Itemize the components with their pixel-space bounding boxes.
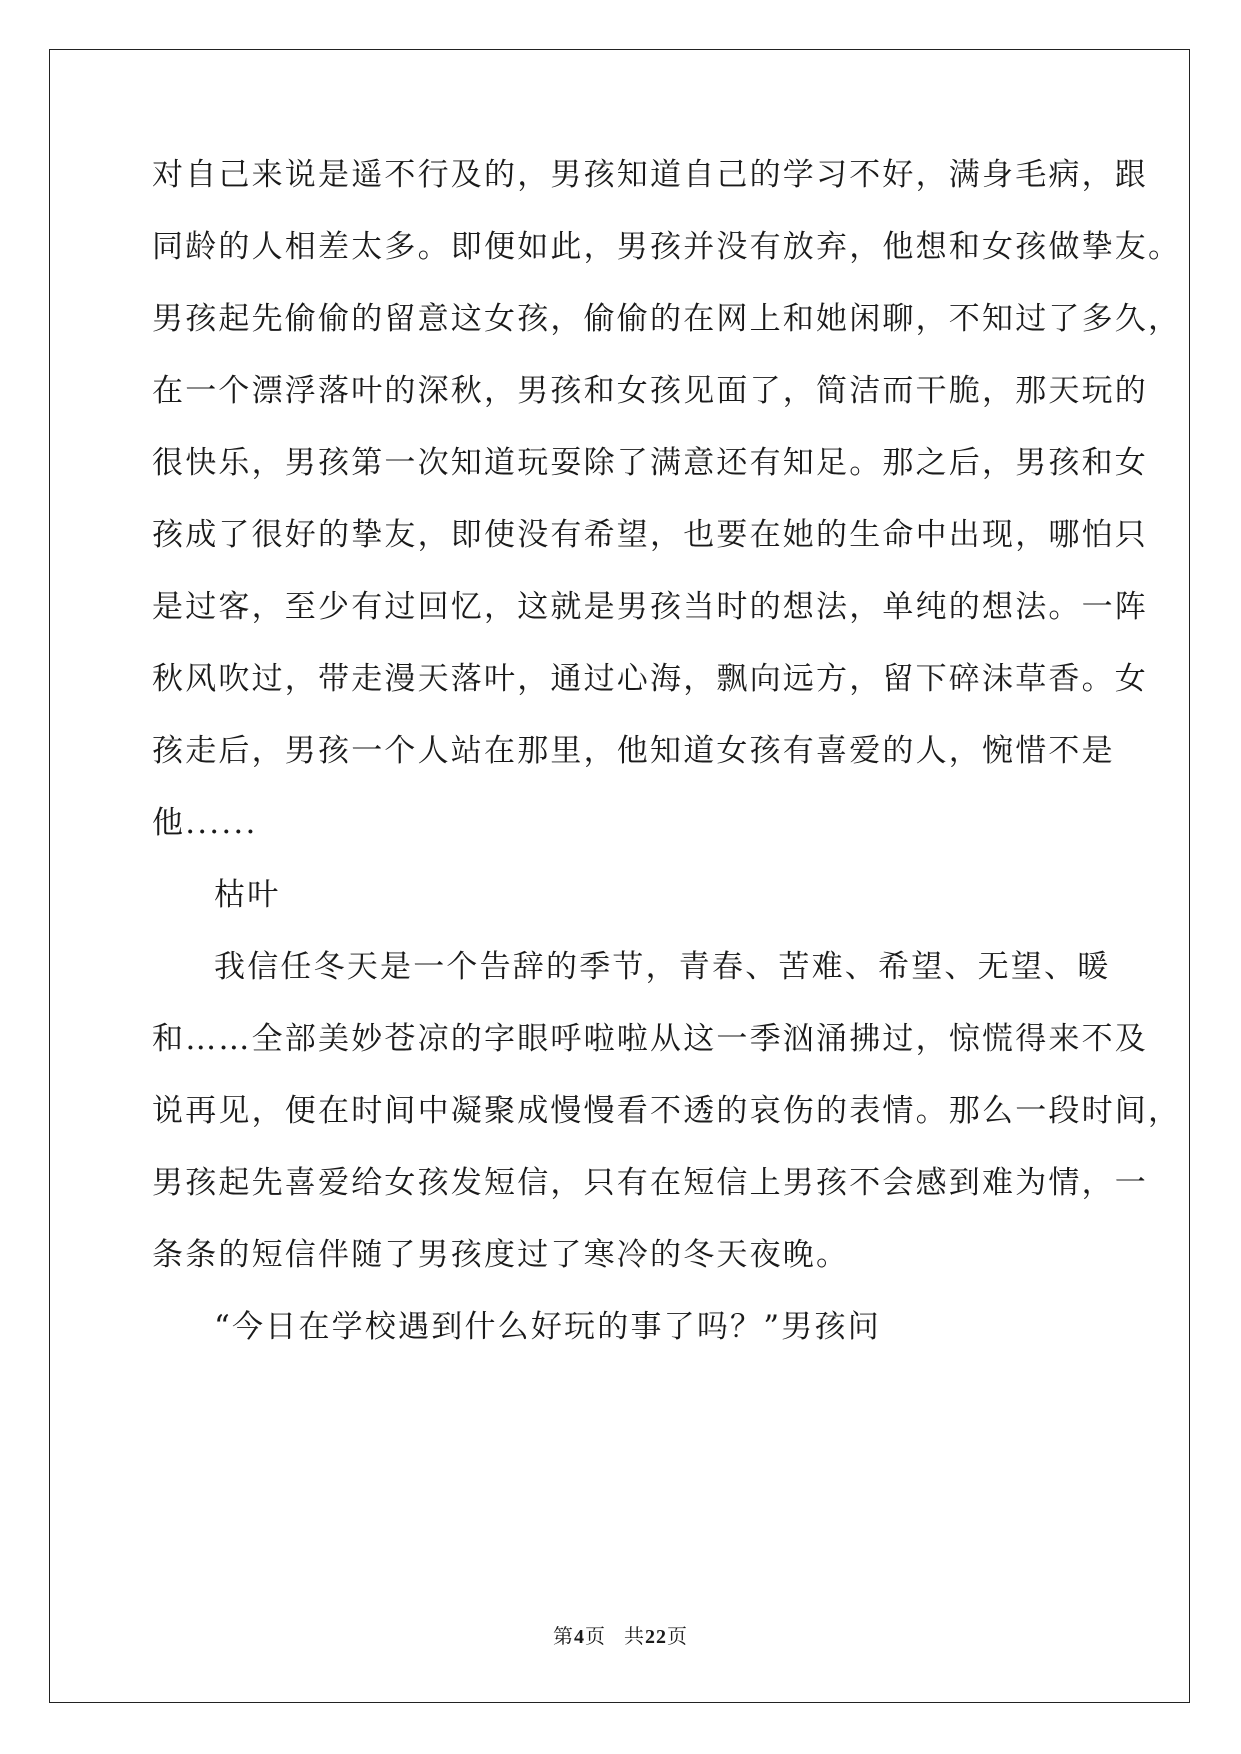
text-line: 我信任冬天是一个告辞的季节，青春、苦难、希望、无望、暖 bbox=[214, 949, 1111, 985]
text-line: 是过客，至少有过回忆，这就是男孩当时的想法，单纯的想法。一阵 bbox=[152, 589, 1148, 625]
text-line: 孩走后，男孩一个人站在那里，他知道女孩有喜爱的人，惋惜不是 bbox=[152, 733, 1115, 769]
text-line: 很快乐，男孩第一次知道玩耍除了满意还有知足。那之后，男孩和女 bbox=[152, 445, 1148, 481]
text-line: 条条的短信伴随了男孩度过了寒冷的冬天夜晚。 bbox=[152, 1237, 850, 1273]
text-line: 男孩起先喜爱给女孩发短信，只有在短信上男孩不会感到难为情，一 bbox=[152, 1165, 1148, 1201]
text-line: 在一个漂浮落叶的深秋，男孩和女孩见面了，简洁而干脆，那天玩的 bbox=[152, 373, 1148, 409]
footer-total-prefix: 共 bbox=[624, 1624, 645, 1648]
footer-page-number: 4 bbox=[574, 1626, 585, 1648]
footer-page-unit: 页 bbox=[585, 1624, 606, 1648]
text-line: 男孩起先偷偷的留意这女孩，偷偷的在网上和她闲聊，不知过了多久， bbox=[152, 301, 1182, 337]
text-line: 同龄的人相差太多。即便如此，男孩并没有放弃，他想和女孩做挚友。 bbox=[152, 229, 1182, 265]
text-line: 对自己来说是遥不行及的，男孩知道自己的学习不好，满身毛病，跟 bbox=[152, 157, 1148, 193]
section-heading: 枯叶 bbox=[214, 877, 281, 913]
footer-total-unit: 页 bbox=[667, 1624, 688, 1648]
text-line: 秋风吹过，带走漫天落叶，通过心海，飘向远方，留下碎沫草香。女 bbox=[152, 661, 1148, 697]
footer-page-prefix: 第 bbox=[553, 1624, 574, 1648]
footer-total-pages: 22 bbox=[645, 1626, 667, 1648]
text-line: 他...... bbox=[152, 805, 258, 841]
text-line: 说再见，便在时间中凝聚成慢慢看不透的哀伤的表情。那么一段时间， bbox=[152, 1093, 1182, 1129]
text-line: 孩成了很好的挚友，即使没有希望，也要在她的生命中出现，哪怕只 bbox=[152, 517, 1148, 553]
text-line: “今日在学校遇到什么好玩的事了吗？”男孩问 bbox=[214, 1309, 881, 1345]
text-line: 和……全部美妙苍凉的字眼呼啦啦从这一季汹涌拂过，惊慌得来不及 bbox=[152, 1021, 1148, 1057]
page-footer bbox=[0, 1622, 1241, 1651]
